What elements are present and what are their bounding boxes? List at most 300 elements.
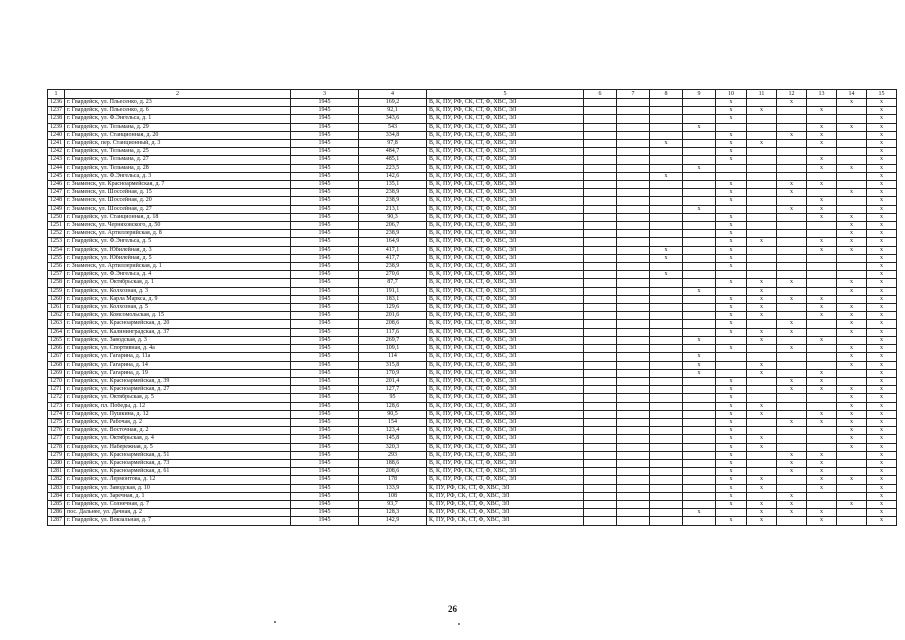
mark-cell: х [837,328,867,336]
table-row [48,230,897,238]
year-cell: 1945 [291,312,359,320]
mark-cell [584,517,617,525]
mark-cell [837,172,867,180]
mark-cell: х [807,140,837,148]
year-cell: 1945 [291,254,359,262]
area-cell: 223,5 [359,164,427,172]
year-cell: 1945 [291,213,359,221]
row-number: 1279 [48,451,65,459]
mark-cell [617,509,650,517]
mark-cell [650,189,683,197]
address-cell: г. Гвардейск, пер. Станционный, д. 3 [65,140,291,148]
mark-cell [747,254,777,262]
year-cell: 1945 [291,131,359,139]
table-row [48,320,897,328]
mark-cell [683,320,716,328]
area-cell: 142,6 [359,172,427,180]
mark-cell: х [747,287,777,295]
mark-cell [683,328,716,336]
area-cell: 90,5 [359,410,427,418]
mark-cell [747,427,777,435]
mark-cell: х [867,189,897,197]
services-cell: В, К, ПУ, РФ, СК, СТ, Ф, ХВС, ЭЛ [427,459,584,467]
mark-cell [683,418,716,426]
mark-cell [617,156,650,164]
mark-cell: х [716,443,747,451]
mark-cell [584,205,617,213]
table-row [48,148,897,156]
year-cell: 1945 [291,517,359,525]
mark-cell [683,394,716,402]
row-number: 1265 [48,336,65,344]
mark-cell [747,172,777,180]
table-row [48,197,897,205]
mark-cell: х [807,164,837,172]
mark-cell [777,164,807,172]
mark-cell: х [683,353,716,361]
mark-cell [747,492,777,500]
mark-cell [747,123,777,131]
mark-cell [777,353,807,361]
area-cell: 208,6 [359,468,427,476]
area-cell: 191,1 [359,287,427,295]
mark-cell [650,328,683,336]
table-row [48,418,897,426]
mark-cell [807,427,837,435]
mark-cell [683,271,716,279]
mark-cell: х [747,312,777,320]
mark-cell: х [807,418,837,426]
mark-cell: х [683,287,716,295]
address-cell: г. Гвардейск, ул. Красноармейская, д. 61 [65,468,291,476]
mark-cell [650,230,683,238]
mark-cell [617,410,650,418]
mark-cell [650,451,683,459]
mark-cell [747,156,777,164]
area-cell: 109,1 [359,345,427,353]
mark-cell [777,246,807,254]
mark-cell: х [867,254,897,262]
mark-cell: х [867,287,897,295]
mark-cell: х [867,517,897,525]
mark-cell: х [807,123,837,131]
table-row [48,115,897,123]
mark-cell [584,410,617,418]
table-row [48,213,897,221]
mark-cell [683,517,716,525]
mark-cell [747,205,777,213]
mark-cell [683,476,716,484]
table-row [48,131,897,139]
mark-cell [617,238,650,246]
row-number: 1285 [48,500,65,508]
mark-cell [617,386,650,394]
services-cell: В, К, ПУ, РФ, СК, СТ, Ф, ХВС, ЭЛ [427,246,584,254]
mark-cell [716,369,747,377]
services-cell: В, К, ПУ, РФ, СК, СТ, Ф, ХВС, ЭЛ [427,181,584,189]
mark-cell [650,386,683,394]
services-cell: К, ПУ, РФ, СК, СТ, Ф, ХВС, ЭЛ [427,492,584,500]
mark-cell [777,517,807,525]
mark-cell [807,492,837,500]
services-cell: В, К, ПУ, РФ, СК, СТ, Ф, ХВС, ЭЛ [427,394,584,402]
row-number: 1256 [48,263,65,271]
address-cell: г. Гвардейск, ул. Вокзальная, д. 7 [65,517,291,525]
mark-cell: х [807,476,837,484]
mark-cell [683,213,716,221]
mark-cell [617,230,650,238]
mark-cell [584,189,617,197]
mark-cell: х [807,451,837,459]
year-cell: 1945 [291,410,359,418]
year-cell: 1945 [291,492,359,500]
mark-cell [747,99,777,107]
mark-cell [837,451,867,459]
mark-cell [584,213,617,221]
mark-cell [747,164,777,172]
mark-cell [747,468,777,476]
mark-cell [777,427,807,435]
mark-cell [617,123,650,131]
services-cell: В, К, ПУ, РФ, СК, СТ, Ф, ХВС, ЭЛ [427,304,584,312]
mark-cell [807,443,837,451]
address-cell: г. Гвардейск, ул. Октябрьская, д. 5 [65,394,291,402]
row-number: 1247 [48,189,65,197]
table-row [48,345,897,353]
area-cell: 188,6 [359,459,427,467]
mark-cell: х [837,500,867,508]
column-number: 10 [716,90,747,99]
column-number: 15 [867,90,897,99]
address-cell: г. Гвардейск, ул. Карла Маркса, д. 9 [65,295,291,303]
mark-cell [617,287,650,295]
services-cell: В, К, ПУ, РФ, СК, СТ, Ф, ХВС, ЭЛ [427,222,584,230]
mark-cell: х [867,320,897,328]
mark-cell: х [683,509,716,517]
mark-cell [683,435,716,443]
area-cell: 117,6 [359,328,427,336]
mark-cell: х [837,410,867,418]
mark-cell [807,230,837,238]
address-cell: г. Гвардейск, ул. Пушкина, д. 12 [65,410,291,418]
table-row [48,328,897,336]
mark-cell [747,246,777,254]
address-cell: г. Гвардейск, ул. Заречная, д. 1 [65,492,291,500]
mark-cell [837,140,867,148]
mark-cell: х [867,279,897,287]
mark-cell: х [747,517,777,525]
mark-cell [683,492,716,500]
row-number: 1284 [48,492,65,500]
row-number: 1244 [48,164,65,172]
mark-cell [650,205,683,213]
mark-cell: х [650,246,683,254]
mark-cell [837,271,867,279]
year-cell: 1945 [291,271,359,279]
mark-cell [584,500,617,508]
year-cell: 1945 [291,328,359,336]
mark-cell [584,254,617,262]
services-cell: В, К, ПУ, РФ, СК, СТ, Ф, ХВС, ЭЛ [427,271,584,279]
services-cell: В, К, ПУ, РФ, СК, СТ, Ф, ХВС, ЭЛ [427,189,584,197]
address-cell: г. Гвардейск, ул. Октябрьская, д. 1 [65,279,291,287]
address-cell: г. Гвардейск, ул. Тельмана, д. 29 [65,123,291,131]
mark-cell [807,263,837,271]
row-number: 1277 [48,435,65,443]
mark-cell [584,468,617,476]
mark-cell [807,254,837,262]
mark-cell [584,123,617,131]
table-row [48,279,897,287]
table-row [48,492,897,500]
services-cell: В, К, ПУ, РФ, СК, СТ, Ф, ХВС, ЭЛ [427,287,584,295]
mark-cell: х [867,164,897,172]
mark-cell [617,172,650,180]
year-cell: 1945 [291,205,359,213]
mark-cell [650,304,683,312]
address-cell: г. Гвардейск, ул. Октябрьская, д. 4 [65,435,291,443]
services-cell: В, К, ПУ, РФ, СК, СТ, Ф, ХВС, ЭЛ [427,131,584,139]
mark-cell [837,148,867,156]
year-cell: 1945 [291,295,359,303]
row-number: 1259 [48,287,65,295]
mark-cell [617,131,650,139]
mark-cell [777,238,807,246]
mark-cell: х [716,435,747,443]
year-cell: 1945 [291,99,359,107]
mark-cell [747,213,777,221]
area-cell: 123,4 [359,427,427,435]
mark-cell: х [867,443,897,451]
address-cell: г. Гвардейск, ул. Красноармейская, д. 51 [65,451,291,459]
row-number: 1261 [48,304,65,312]
mark-cell: х [867,304,897,312]
address-cell: г. Знаменск, ул. Шоссейная, д. 20 [65,197,291,205]
services-cell: В, К, ПУ, РФ, СК, СТ, Ф, ХВС, ЭЛ [427,99,584,107]
area-cell: 87,7 [359,279,427,287]
mark-cell [617,263,650,271]
mark-cell [650,427,683,435]
mark-cell [777,156,807,164]
mark-cell: х [837,164,867,172]
row-number: 1269 [48,369,65,377]
address-cell: г. Гвардейск, ул. Красноармейская, д. 20 [65,320,291,328]
table-row [48,435,897,443]
mark-cell [584,435,617,443]
mark-cell [617,328,650,336]
mark-cell [584,148,617,156]
table-row [48,107,897,115]
row-number: 1240 [48,131,65,139]
mark-cell [584,369,617,377]
mark-cell [747,418,777,426]
mark-cell [837,181,867,189]
row-number: 1273 [48,402,65,410]
address-cell: г. Гвардейск, ул. Восточная, д. 2 [65,427,291,435]
year-cell: 1945 [291,140,359,148]
mark-cell: х [867,115,897,123]
year-cell: 1945 [291,468,359,476]
mark-cell [584,353,617,361]
table-row [48,353,897,361]
mark-cell: х [807,312,837,320]
mark-cell [584,197,617,205]
year-cell: 1945 [291,279,359,287]
mark-cell: х [837,418,867,426]
mark-cell [650,312,683,320]
mark-cell [683,402,716,410]
mark-cell [650,263,683,271]
year-cell: 1945 [291,287,359,295]
mark-cell: х [807,156,837,164]
mark-cell: х [716,517,747,525]
address-cell: г. Гвардейск, ул. Лермонтова, д. 12 [65,476,291,484]
mark-cell [683,263,716,271]
services-cell: В, К, ПУ, РФ, СК, СТ, Ф, ХВС, ЭЛ [427,156,584,164]
mark-cell [716,164,747,172]
mark-cell: х [716,320,747,328]
mark-cell [683,99,716,107]
mark-cell: х [867,99,897,107]
address-cell: г. Гвардейск, ул. Тельмана, д. 25 [65,148,291,156]
area-cell: 178 [359,476,427,484]
services-cell: В, К, ПУ, РФ, СК, СТ, Ф, ХВС, ЭЛ [427,115,584,123]
column-number: 13 [807,90,837,99]
address-cell: г. Знаменск, ул. Черняховского, д. 50 [65,222,291,230]
year-cell: 1945 [291,484,359,492]
mark-cell [683,410,716,418]
year-cell: 1945 [291,476,359,484]
address-cell: г. Гвардейск, ул. Тельмана, д. 28 [65,164,291,172]
table-row [48,394,897,402]
mark-cell [650,181,683,189]
mark-cell: х [716,451,747,459]
mark-cell [683,230,716,238]
mark-cell [683,148,716,156]
table-row [48,99,897,107]
year-cell: 1945 [291,500,359,508]
services-cell: В, К, ПУ, РФ, СК, СТ, Ф, ХВС, ЭЛ [427,107,584,115]
mark-cell [777,263,807,271]
mark-cell: х [867,459,897,467]
mark-cell [584,320,617,328]
mark-cell: х [777,492,807,500]
mark-cell [716,287,747,295]
mark-cell [584,172,617,180]
mark-cell: х [807,131,837,139]
mark-cell: х [716,222,747,230]
column-number: 12 [777,90,807,99]
mark-cell [837,509,867,517]
mark-cell [683,238,716,246]
mark-cell: х [837,230,867,238]
mark-cell [617,476,650,484]
mark-cell [650,361,683,369]
mark-cell: х [747,369,777,377]
address-cell: г. Гвардейск, ул. Колхозная, д. 3 [65,287,291,295]
services-cell: В, К, ПУ, РФ, СК, СТ, Ф, ХВС, ЭЛ [427,279,584,287]
mark-cell [617,427,650,435]
area-cell: 543 [359,123,427,131]
column-number: 3 [291,90,359,99]
mark-cell: х [716,492,747,500]
mark-cell: х [807,517,837,525]
mark-cell [683,254,716,262]
mark-cell [777,361,807,369]
address-cell: г. Гвардейск, ул. Заводская, д. 3 [65,336,291,344]
mark-cell [650,164,683,172]
mark-cell [617,271,650,279]
mark-cell [807,172,837,180]
mark-cell: х [683,369,716,377]
mark-cell [584,336,617,344]
services-cell: В, К, ПУ, РФ, СК, СТ, Ф, ХВС, ЭЛ [427,254,584,262]
mark-cell [716,509,747,517]
mark-cell: х [837,246,867,254]
mark-cell: х [807,336,837,344]
table-row [48,451,897,459]
address-cell: г. Гвардейск, ул. Пльесенко, д. 23 [65,99,291,107]
row-number: 1248 [48,197,65,205]
mark-cell [617,418,650,426]
year-cell: 1945 [291,353,359,361]
mark-cell [617,181,650,189]
address-cell: г. Гвардейск, ул. Юбилейная, д. 3 [65,246,291,254]
mark-cell: х [683,123,716,131]
mark-cell: х [683,205,716,213]
register-sheet [47,89,885,526]
address-cell: г. Гвардейск, ул. Калининградская, д. 37 [65,328,291,336]
mark-cell [650,418,683,426]
area-cell: 128,6 [359,402,427,410]
mark-cell [584,377,617,385]
mark-cell: х [867,377,897,385]
area-cell: 320,3 [359,443,427,451]
mark-cell [716,123,747,131]
mark-cell: х [867,476,897,484]
table-row [48,361,897,369]
mark-cell [584,271,617,279]
address-cell: г. Гвардейск, ул. Тельмана, д. 27 [65,156,291,164]
mark-cell [807,361,837,369]
mark-cell [837,197,867,205]
mark-cell [650,394,683,402]
mark-cell [837,131,867,139]
year-cell: 1945 [291,148,359,156]
mark-cell: х [777,189,807,197]
row-number: 1281 [48,468,65,476]
mark-cell [584,418,617,426]
area-cell: 208,6 [359,320,427,328]
mark-cell [650,197,683,205]
mark-cell: х [807,246,837,254]
mark-cell: х [867,213,897,221]
area-cell: 95 [359,394,427,402]
mark-cell: х [716,459,747,467]
mark-cell [650,443,683,451]
column-number-row [48,90,897,99]
mark-cell [747,115,777,123]
mark-cell [617,246,650,254]
address-cell: г. Гвардейск, ул. Красноармейская, д. 39 [65,377,291,385]
mark-cell: х [747,402,777,410]
row-number: 1270 [48,377,65,385]
area-cell: 201,6 [359,312,427,320]
mark-cell: х [747,238,777,246]
mark-cell [617,451,650,459]
mark-cell: х [867,181,897,189]
mark-cell: х [716,394,747,402]
